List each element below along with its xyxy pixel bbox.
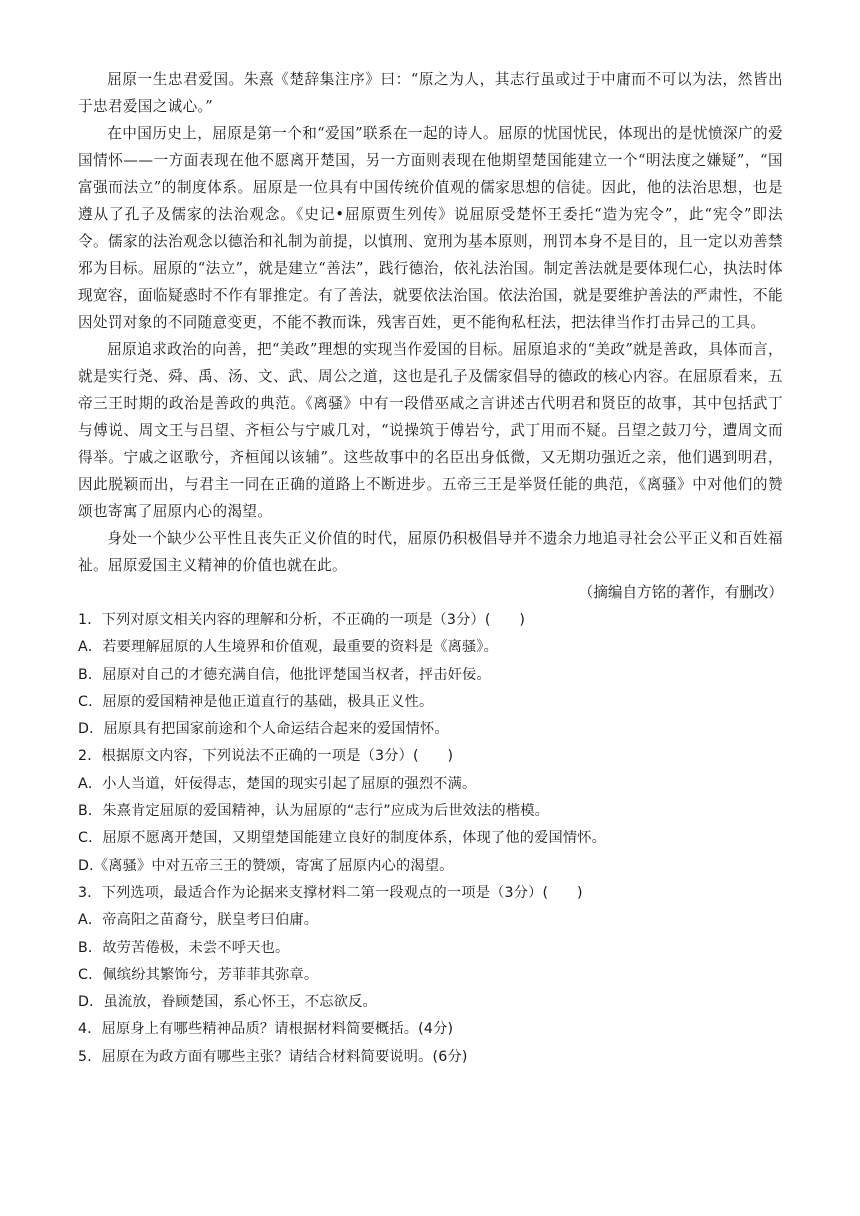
question-5-stem: 5．屈原在为政方面有哪些主张？请结合材料简要说明。(6分) <box>78 1048 468 1065</box>
question-2-option-c: C．屈原不愿离开楚国，又期望楚国能建立良好的制度体系，体现了他的爱国情怀。 <box>78 830 607 847</box>
question-1-option-d: D．屈原具有把国家前途和个人命运结合起来的爱国情怀。 <box>78 721 449 738</box>
question-1-option-c: C．屈原的爱国精神是他正道直行的基础，极具正义性。 <box>78 693 434 710</box>
passage-paragraph-3: 屈原追求政治的向善，把“美政”理想的实现当作爱国的目标。屈原追求的“美政”就是善政，具体而言，就是实行尧、舜、禹、汤、文、武、周公之道，这也是孔子及儒家倡导的德政的核心内容。在屈原看来，五帝三王时期的政治是善政的典范。《离骚》中有一段借巫咸之言讲述古代明君和贤臣的故事，其中包括武丁与傅说、周文王与吕望、齐桓公与宁戚几对，“说操筑于傅岩兮，武丁用而不疑。吕望之鼓刀兮，遭周文而得举。宁戚之讴歌兮，齐桓闻以该辅”。这些故事中的名臣出身低微，又无期功强近之亲，他们遇到明君，因此脱颖而出，与君主一同在正确的道路上不断进步。五帝三王是举贤任能的典范，《离骚》中对他们的赞颂也寄寓了屈原内心的渴望。 <box>78 341 783 520</box>
question-2-option-a: A．小人当道，奸佞得志，楚国的现实引起了屈原的强烈不满。 <box>78 775 477 792</box>
question-1-option-b: B．屈原对自己的才德充满自信，他批评楚国当权者，抨击奸佞。 <box>78 666 491 683</box>
question-3-option-a: A．帝高阳之苗裔兮，朕皇考曰伯庸。 <box>78 912 319 929</box>
question-4-stem: 4．屈原身上有哪些精神品质？请根据材料简要概括。(4分) <box>78 1021 454 1038</box>
question-2-option-b: B．朱熹肯定屈原的爱国精神，认为屈原的“志行”应成为后世效法的楷模。 <box>78 803 550 820</box>
question-1-option-a: A．若要理解屈原的人生境界和价值观，最重要的资料是《离骚》。 <box>78 639 499 656</box>
exam-page <box>78 66 783 1071</box>
passage-paragraph-2: 在中国历史上，屈原是第一个和“爱国”联系在一起的诗人。屈原的忧国忧民，体现出的是忧愤深广的爱国情怀——一方面表现在他不愿离开楚国，另一方面则表现在他期望楚国能建立一个“明法度之嫌疑”，“国富强而法立”的制度体系。屈原是一位具有中国传统价值观的儒家思想的信徒。因此，他的法治思想，也是遵从了孔子及儒家的法治观念。《史记•屈原贾生列传》说屈原受楚怀王委托“造为宪令”，此“宪令”即法令。儒家的法治观念以德治和礼制为前提，以慎刑、宽刑为基本原则，刑罚本身不是目的，且一定以劝善禁邪为目标。屈原的“法立”，就是建立“善法”，践行德治，依礼法治国。制定善法就是要体现仁心，执法时体现宽容，面临疑惑时不作有罪推定。有了善法，就要依法治国。依法治国，就是要维护善法的严肃性，不能因处罚对象的不同随意变更，不能不教而诛，残害百姓，更不能徇私枉法，把法律当作打击异己的工具。 <box>78 125 783 331</box>
question-1-stem: 1．下列对原文相关内容的理解和分析，不正确的一项是（3分）( ) <box>78 612 526 628</box>
question-3-option-d: D．虽流放，眷顾楚国，系心怀王，不忘欲反。 <box>78 994 377 1011</box>
question-3-option-c: C．佩缤纷其繁饰兮，芳菲菲其弥章。 <box>78 966 319 983</box>
question-list <box>78 607 783 1071</box>
passage-paragraph-4: 身处一个缺少公平性且丧失正义价值的时代，屈原仍积极倡导并不遗余力地追寻社会公平正义和百姓福祉。屈原爱国主义精神的价值也就在此。 <box>78 530 783 574</box>
reading-passage <box>78 66 783 579</box>
source-note: （摘编自方铭的著作，有删改） <box>578 584 783 601</box>
question-2-option-d: D.《离骚》中对五帝三王的赞颂，寄寓了屈原内心的渴望。 <box>78 857 454 874</box>
question-3-option-b: B．故劳苦倦极，未尝不呼天也。 <box>78 939 290 956</box>
question-3-stem: 3．下列选项，最适合作为论据来支撑材料二第一段观点的一项是（3分）( ) <box>78 884 583 901</box>
passage-paragraph-1: 屈原一生忠君爱国。朱熹《楚辞集注序》曰：“原之为人，其志行虽或过于中庸而不可以为法，然皆出于忠君爱国之诚心。” <box>78 71 783 115</box>
question-2-stem: 2．根据原文内容，下列说法不正确的一项是（3分）( ) <box>78 748 454 765</box>
